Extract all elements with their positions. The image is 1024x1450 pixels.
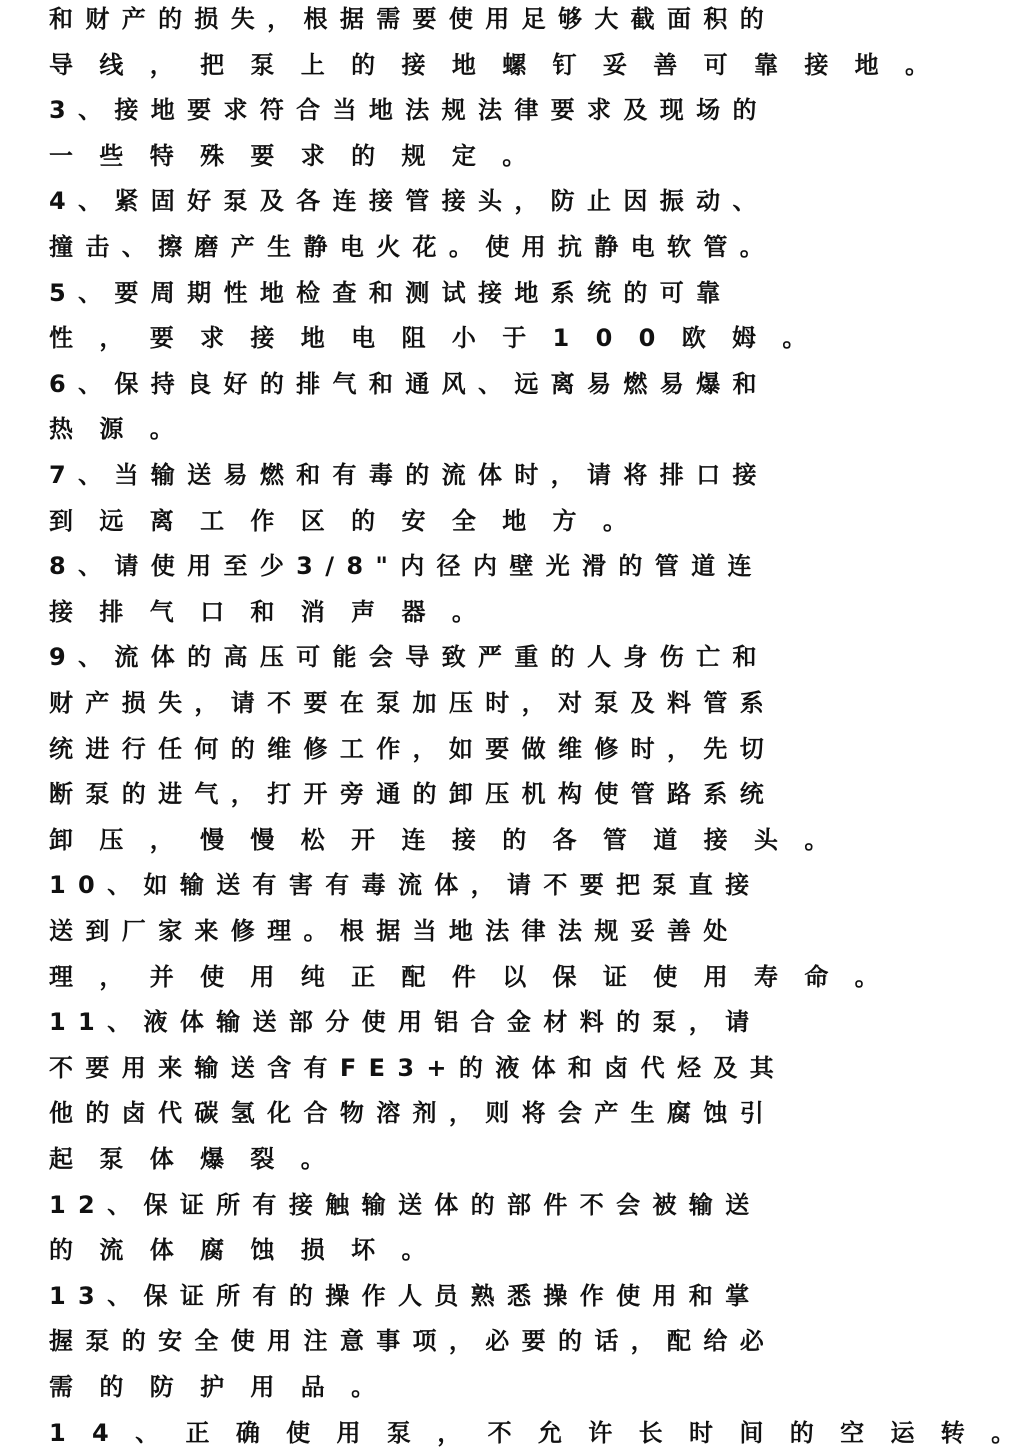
text-line: 导 线 ， 把 泵 上 的 接 地 螺 钉 妥 善 可 靠 接 地 。 [49, 50, 939, 79]
text-line: 接 排 气 口 和 消 声 器 。 [49, 597, 485, 626]
text-line: 财 产 损 失 ， 请 不 要 在 泵 加 压 时 ， 对 泵 及 料 管 系 [49, 689, 766, 717]
text-line: 断 泵 的 进 气 ， 打 开 旁 通 的 卸 压 机 构 使 管 路 系 统 [49, 780, 766, 809]
text-line: 7 、 当 输 送 易 燃 和 有 毒 的 流 体 时 ， 请 将 排 口 接 [49, 461, 759, 489]
text-line: 性 ， 要 求 接 地 电 阻 小 于 1 0 0 欧 姆 。 [49, 324, 816, 353]
text-line: 3 、 接 地 要 求 符 合 当 地 法 规 法 律 要 求 及 现 场 的 [49, 96, 759, 125]
text-line: 送 到 厂 家 来 修 理 。 根 据 当 地 法 律 法 规 妥 善 处 [49, 917, 730, 945]
text-line: 不 要 用 来 输 送 含 有 F E 3 + 的 液 体 和 卤 代 烃 及 其 [49, 1053, 776, 1082]
text-line: 卸 压 ， 慢 慢 松 开 连 接 的 各 管 道 接 头 。 [49, 825, 838, 854]
text-line: 一 些 特 殊 要 求 的 规 定 。 [49, 141, 536, 170]
text-line: 9 、 流 体 的 高 压 可 能 会 导 致 严 重 的 人 身 伤 亡 和 [49, 643, 759, 672]
text-line: 统 进 行 任 何 的 维 修 工 作 ， 如 要 做 维 修 时 ， 先 切 [49, 734, 766, 763]
text-line: 需 的 防 护 用 品 。 [49, 1373, 385, 1401]
text-line: 6 、 保 持 良 好 的 排 气 和 通 风 、 远 离 易 燃 易 爆 和 [49, 369, 759, 398]
text-line: 和 财 产 的 损 失 ， 根 据 需 要 使 用 足 够 大 截 面 积 的 [49, 5, 766, 33]
text-line: 4 、 紧 固 好 泵 及 各 连 接 管 接 头 ， 防 止 因 振 动 、 [49, 187, 759, 216]
text-line: 5 、 要 周 期 性 地 检 查 和 测 试 接 地 系 统 的 可 靠 [49, 278, 723, 307]
text-line: 热 源 。 [49, 415, 183, 444]
text-line: 1 2 、 保 证 所 有 接 触 输 送 体 的 部 件 不 会 被 输 送 [49, 1190, 752, 1219]
text-line: 起 泵 体 爆 裂 。 [49, 1145, 334, 1173]
text-line: 他 的 卤 代 碳 氢 化 合 物 溶 剂 ， 则 将 会 产 生 腐 蚀 引 [49, 1099, 766, 1128]
text-line: 的 流 体 腐 蚀 损 坏 。 [49, 1236, 435, 1265]
text-line: 1 3 、 保 证 所 有 的 操 作 人 员 熟 悉 操 作 使 用 和 掌 [49, 1281, 752, 1310]
text-line: 到 远 离 工 作 区 的 安 全 地 方 。 [49, 506, 636, 535]
text-line: 理 ， 并 使 用 纯 正 配 件 以 保 证 使 用 寿 命 。 [49, 962, 888, 991]
text-line: 1 0 、 如 输 送 有 害 有 毒 流 体 ， 请 不 要 把 泵 直 接 [49, 871, 752, 900]
text-line: 1 1 、 液 体 输 送 部 分 使 用 铝 合 金 材 料 的 泵 ， 请 [49, 1008, 752, 1037]
text-line: 撞 击 、 擦 磨 产 生 静 电 火 花 。 使 用 抗 静 电 软 管 。 [49, 233, 766, 261]
text-line: 握 泵 的 安 全 使 用 注 意 事 项 ， 必 要 的 话 ， 配 给 必 [49, 1327, 766, 1356]
text-line: 1 4 、 正 确 使 用 泵 ， 不 允 许 长 时 间 的 空 运 转 。 [49, 1418, 1024, 1447]
text-line: 8 、 请 使 用 至 少 3 / 8 " 内 径 内 壁 光 滑 的 管 道 连 [49, 552, 754, 581]
